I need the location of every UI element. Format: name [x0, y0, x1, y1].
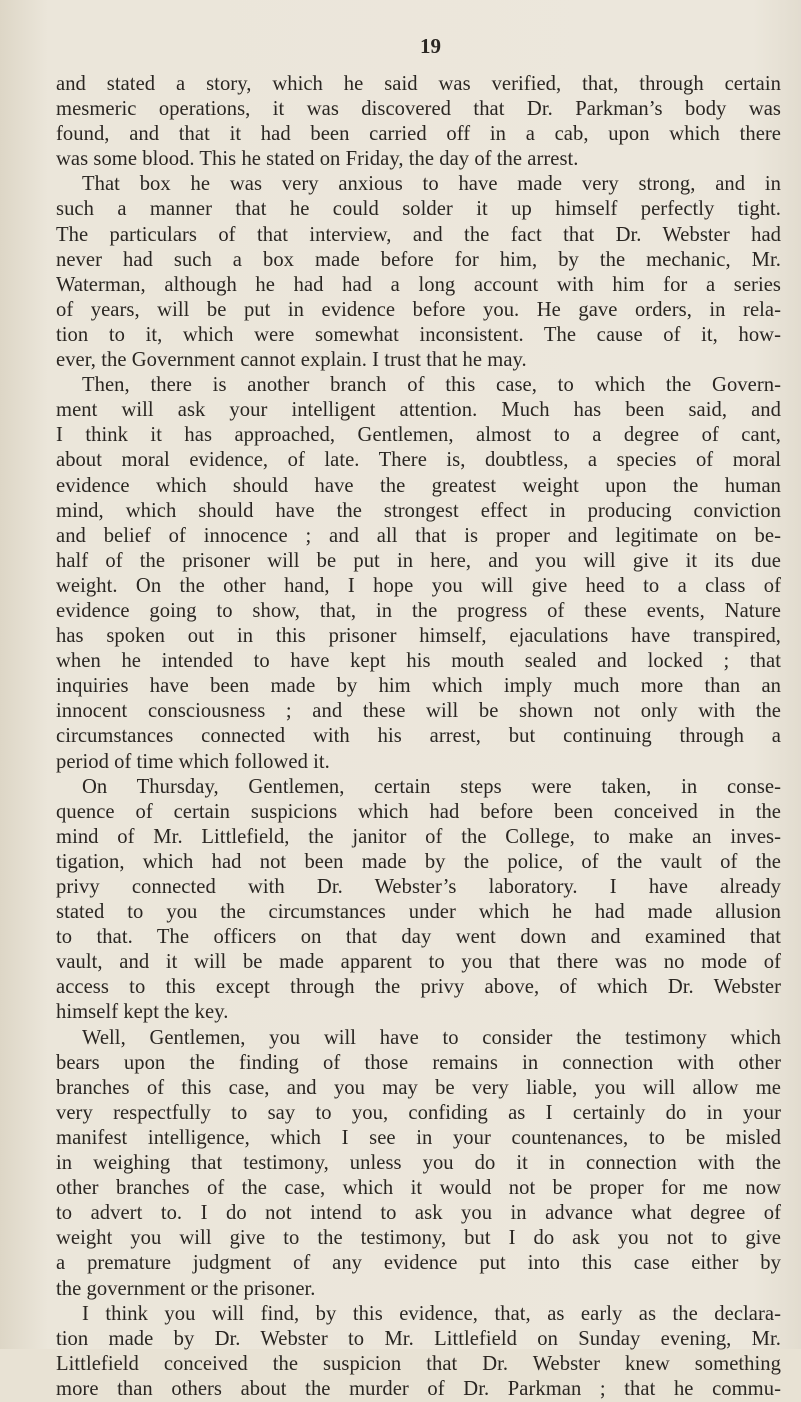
text-line: I think you will find, by this evidence, that, as early as the declara- — [82, 1302, 781, 1325]
text-line: On Thursday, Gentlemen, certain steps were taken, in conse- — [82, 775, 781, 798]
text-line: such a manner that he could solder it up himself perfectly tight. — [56, 198, 781, 221]
text-line: in weighing that testimony, unless you do it in connection with the — [56, 1152, 781, 1175]
text-line: and belief of innocence ; and all that is proper and legitimate on be- — [56, 524, 781, 547]
text-line: circumstances connected with his arrest, but continuing through a — [56, 725, 781, 748]
text-line: tion to it, which were somewhat inconsistent. The cause of it, how- — [56, 323, 781, 346]
text-line: access to this except through the privy above, of which Dr. Webster — [56, 976, 781, 999]
text-line: period of time which followed it. — [56, 750, 330, 773]
text-line: Waterman, although he had had a long account with him for a series — [56, 273, 781, 296]
text-line: found, and that it had been carried off in a cab, upon which there — [56, 123, 781, 146]
text-line: evidence going to show, that, in the progress of these events, Nature — [56, 599, 781, 622]
text-line: half of the prisoner will be put in here, and you will give it its due — [56, 549, 781, 572]
text-line: to advert to. I do not intend to ask you in advance what degree of — [56, 1202, 781, 1225]
text-line: mind, which should have the strongest effect in producing conviction — [56, 499, 781, 522]
text-line: Littlefield conceived the suspicion that Dr. Webster knew something — [56, 1352, 781, 1375]
text-line: to that. The officers on that day went down and examined that — [56, 926, 781, 949]
text-line: when he intended to have kept his mouth sealed and locked ; that — [56, 650, 781, 673]
text-line: has spoken out in this prisoner himself, ejaculations have transpired, — [56, 625, 781, 648]
text-line: of years, will be put in evidence before you. He gave orders, in rela- — [56, 298, 781, 321]
text-line: and stated a story, which he said was verified, that, through certain — [56, 73, 781, 95]
text-line: the government or the prisoner. — [56, 1277, 316, 1300]
text-line: innocent consciousness ; and these will be shown not only with the — [56, 700, 781, 723]
text-line: weight. On the other hand, I hope you will give heed to a class of — [56, 574, 781, 597]
text-line: manifest intelligence, which I see in your countenances, to be misled — [56, 1126, 781, 1149]
text-line: ever, the Government cannot explain. I trust that he may. — [56, 349, 527, 372]
text-line: tigation, which had not been made by the police, of the vault of the — [56, 850, 781, 873]
text-line: ment will ask your intelligent attention. Much has been said, and — [56, 399, 781, 422]
text-line: himself kept the key. — [56, 1001, 229, 1024]
text-line: mind of Mr. Littlefield, the janitor of the College, to make an inves- — [56, 825, 781, 848]
page-number: 19 — [420, 34, 441, 58]
text-line: evidence which should have the greatest weight upon the human — [56, 474, 781, 497]
text-line: privy connected with Dr. Webster’s laboratory. I have already — [56, 876, 781, 898]
text-line: was some blood. This he stated on Friday, the day of the arrest. — [56, 148, 579, 171]
text-line: more than others about the murder of Dr. Parkman ; that he commu- — [56, 1377, 781, 1400]
text-line: other branches of the case, which it would not be proper for me now — [56, 1177, 781, 1200]
text-line: Well, Gentlemen, you will have to consider the testimony which — [82, 1026, 781, 1049]
text-line: about moral evidence, of late. There is, doubtless, a species of moral — [56, 449, 781, 472]
text-line: The particulars of that interview, and the fact that Dr. Webster had — [56, 223, 781, 246]
text-line: bears upon the finding of those remains in connection with other — [56, 1051, 781, 1074]
text-line: a premature judgment of any evidence put into this case either by — [56, 1252, 781, 1275]
text-line: branches of this case, and you may be very liable, you will allow me — [56, 1076, 781, 1099]
text-line: vault, and it will be made apparent to you that there was no mode of — [56, 951, 781, 974]
text-line: quence of certain suspicions which had before been conceived in the — [56, 800, 781, 823]
text-line: mesmeric operations, it was discovered that Dr. Parkman’s body was — [56, 98, 781, 121]
text-line: That box he was very anxious to have made very strong, and in — [82, 173, 781, 196]
text-line: stated to you the circumstances under which he had made allusion — [56, 901, 781, 924]
text-line: Then, there is another branch of this case, to which the Govern- — [82, 374, 781, 397]
text-line: I think it has approached, Gentlemen, almost to a degree of cant, — [56, 424, 781, 447]
text-line: very respectfully to say to you, confiding as I certainly do in your — [56, 1101, 781, 1124]
body-text — [56, 72, 781, 1402]
text-line: inquiries have been made by him which imply much more than an — [56, 675, 781, 698]
text-line: weight you will give to the testimony, but I do ask you not to give — [56, 1227, 781, 1250]
text-line: tion made by Dr. Webster to Mr. Littlefield on Sunday evening, Mr. — [56, 1327, 781, 1350]
text-line: never had such a box made before for him, by the mechanic, Mr. — [56, 248, 781, 271]
